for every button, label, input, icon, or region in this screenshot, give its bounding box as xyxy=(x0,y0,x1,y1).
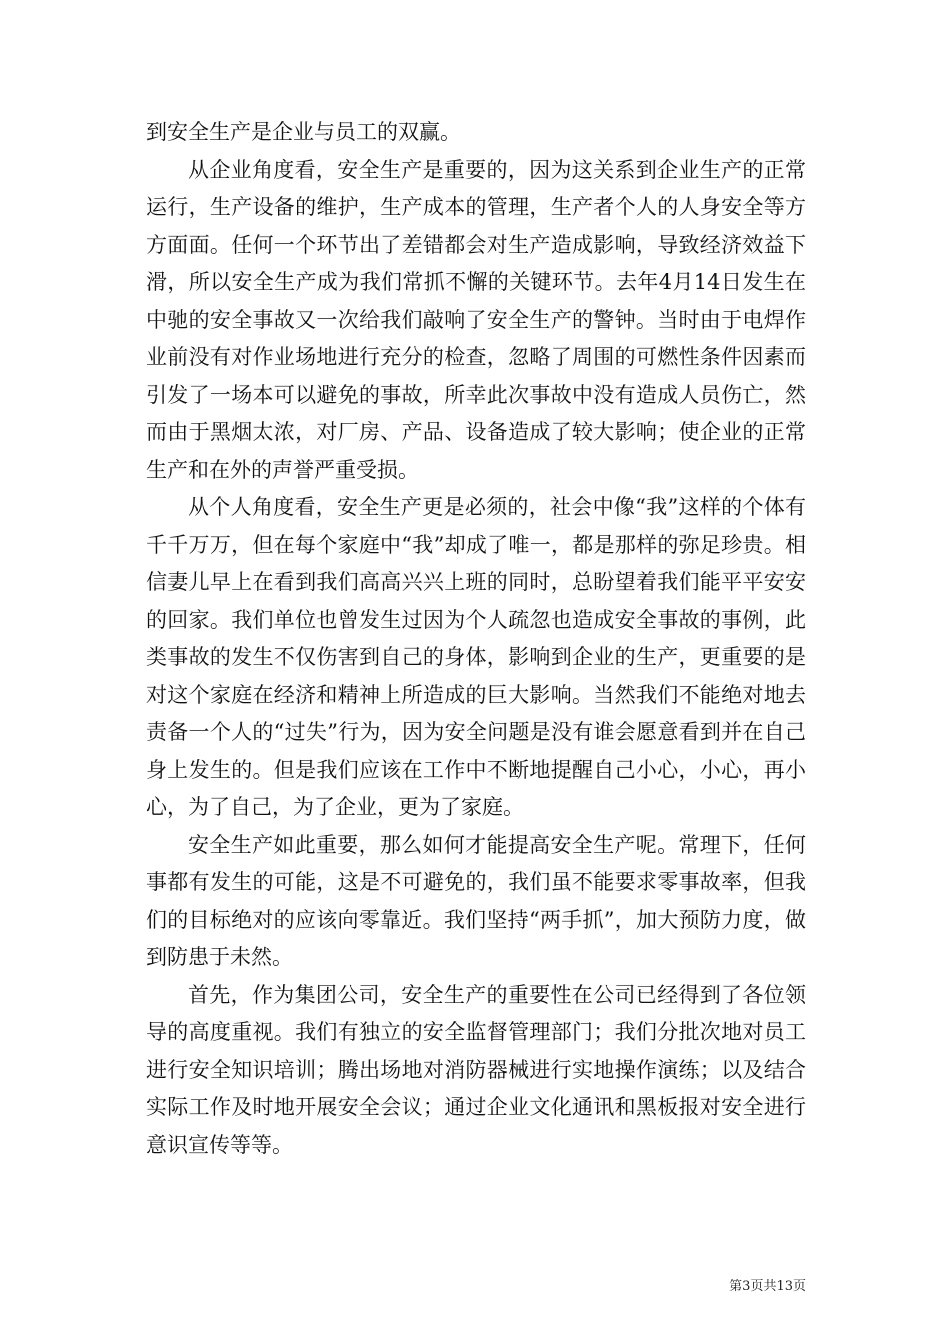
page-number-footer: 第3页共13页 xyxy=(729,1279,806,1294)
paragraph-4: 安全生产如此重要，那么如何才能提高安全生产呢。常理下，任何事都有发生的可能，这是不可避免的，我们虽不能要求零事故率，但我们的目标绝对的应该向零靠近。我们坚持“两手抓”，加大预防力度，做到防患于未然。 xyxy=(146,832,806,969)
document-body xyxy=(146,114,806,1164)
paragraph-5: 首先，作为集团公司，安全生产的重要性在公司已经得到了各位领导的高度重视。我们有独立的安全监督管理部门；我们分批次地对员工进行安全知识培训；腾出场地对消防器械进行实地操作演练；以及结合实际工作及时地开展安全会议；通过企业文化通讯和黑板报对安全进行意识宣传等等。 xyxy=(146,982,806,1157)
paragraph-1: 到安全生产是企业与员工的双赢。 xyxy=(146,120,461,144)
paragraph-3: 从个人角度看，安全生产更是必须的，社会中像“我”这样的个体有千千万万，但在每个家庭中“我”却成了唯一，都是那样的弥足珍贵。相信妻儿早上在看到我们高高兴兴上班的同时，总盼望着我们能平平安安的回家。我们单位也曾发生过因为个人疏忽也造成安全事故的事例，此类事故的发生不仅伤害到自己的身体，影响到企业的生产，更重要的是对这个家庭在经济和精神上所造成的巨大影响。当然我们不能绝对地去责备一个人的“过失”行为，因为安全问题是没有谁会愿意看到并在自己身上发生的。但是我们应该在工作中不断地提醒自己小心，小心，再小心，为了自己，为了企业，更为了家庭。 xyxy=(146,495,806,819)
paragraph-2: 从企业角度看，安全生产是重要的，因为这关系到企业生产的正常运行，生产设备的维护，生产成本的管理，生产者个人的人身安全等方方面面。任何一个环节出了差错都会对生产造成影响，导致经济效益下滑，所以安全生产成为我们常抓不懈的关键环节。去年4月14日发生在中驰的安全事故又一次给我们敲响了安全生产的警钟。当时由于电焊作业前没有对作业场地进行充分的检查，忽略了周围的可燃性条件因素而引发了一场本可以避免的事故，所幸此次事故中没有造成人员伤亡，然而由于黑烟太浓，对厂房、产品、设备造成了较大影响；使企业的正常生产和在外的声誉严重受损。 xyxy=(146,157,806,482)
